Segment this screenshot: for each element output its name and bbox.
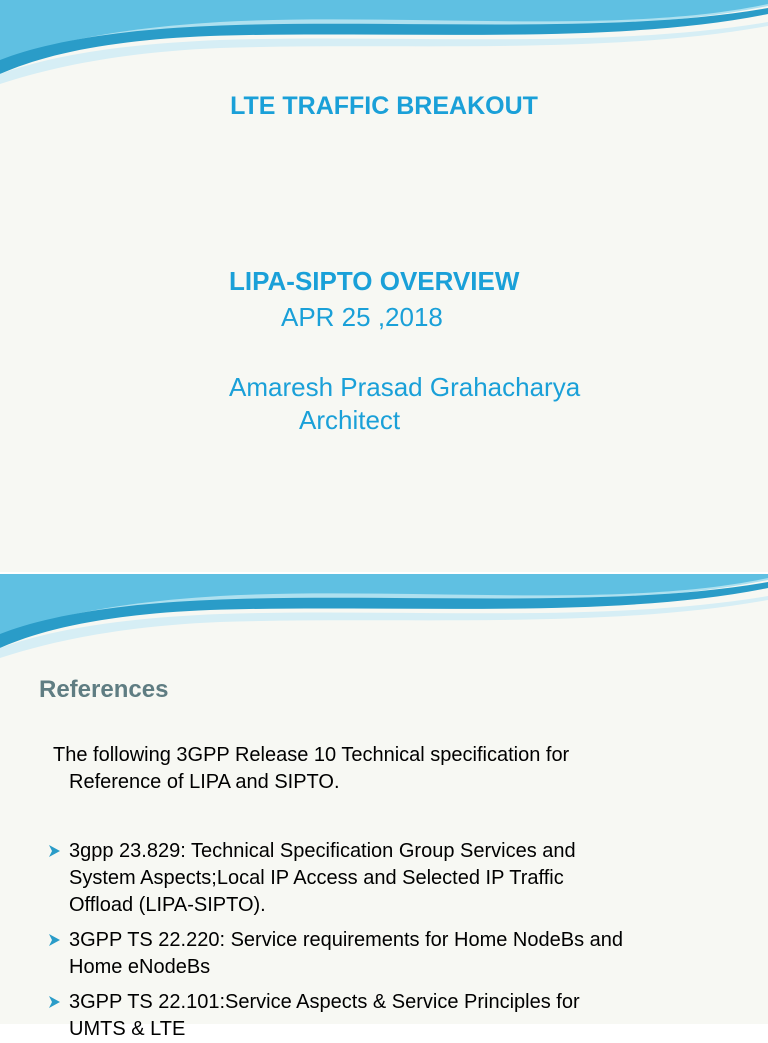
presentation-subtitle: LIPA-SIPTO OVERVIEW bbox=[229, 266, 520, 296]
author-name: Amaresh Prasad Grahacharya bbox=[229, 372, 581, 402]
author-role: Architect bbox=[299, 405, 401, 435]
presentation-date: APR 25 ,2018 bbox=[281, 302, 443, 332]
arrow-bullet-icon bbox=[47, 933, 61, 947]
bullet-line: Home eNodeBs bbox=[69, 956, 211, 978]
header-wave-decoration bbox=[0, 574, 768, 664]
references-intro bbox=[53, 742, 713, 796]
arrow-bullet-icon bbox=[47, 844, 61, 858]
reference-bullet bbox=[47, 927, 747, 981]
presentation-title: LTE TRAFFIC BREAKOUT bbox=[230, 92, 538, 120]
references-slide bbox=[0, 574, 768, 1040]
header-wave-decoration bbox=[0, 0, 768, 90]
bullet-line: 3gpp 23.829: Technical Specification Group Services and bbox=[69, 840, 576, 862]
references-heading: References bbox=[39, 676, 169, 703]
bullet-line: 3GPP TS 22.101:Service Aspects & Service Principles for bbox=[69, 991, 580, 1013]
intro-line: Reference of LIPA and SIPTO. bbox=[69, 771, 340, 793]
reference-bullet bbox=[47, 989, 747, 1043]
bullet-line: 3GPP TS 22.220: Service requirements for Home NodeBs and bbox=[69, 929, 623, 951]
bullet-line: UMTS & LTE bbox=[69, 1018, 186, 1040]
bullet-line: System Aspects;Local IP Access and Selected IP Traffic bbox=[69, 867, 564, 889]
arrow-bullet-icon bbox=[47, 995, 61, 1009]
intro-line: The following 3GPP Release 10 Technical specification for bbox=[53, 744, 570, 766]
reference-bullet bbox=[47, 838, 747, 919]
bullet-line: Offload (LIPA-SIPTO). bbox=[69, 894, 266, 916]
